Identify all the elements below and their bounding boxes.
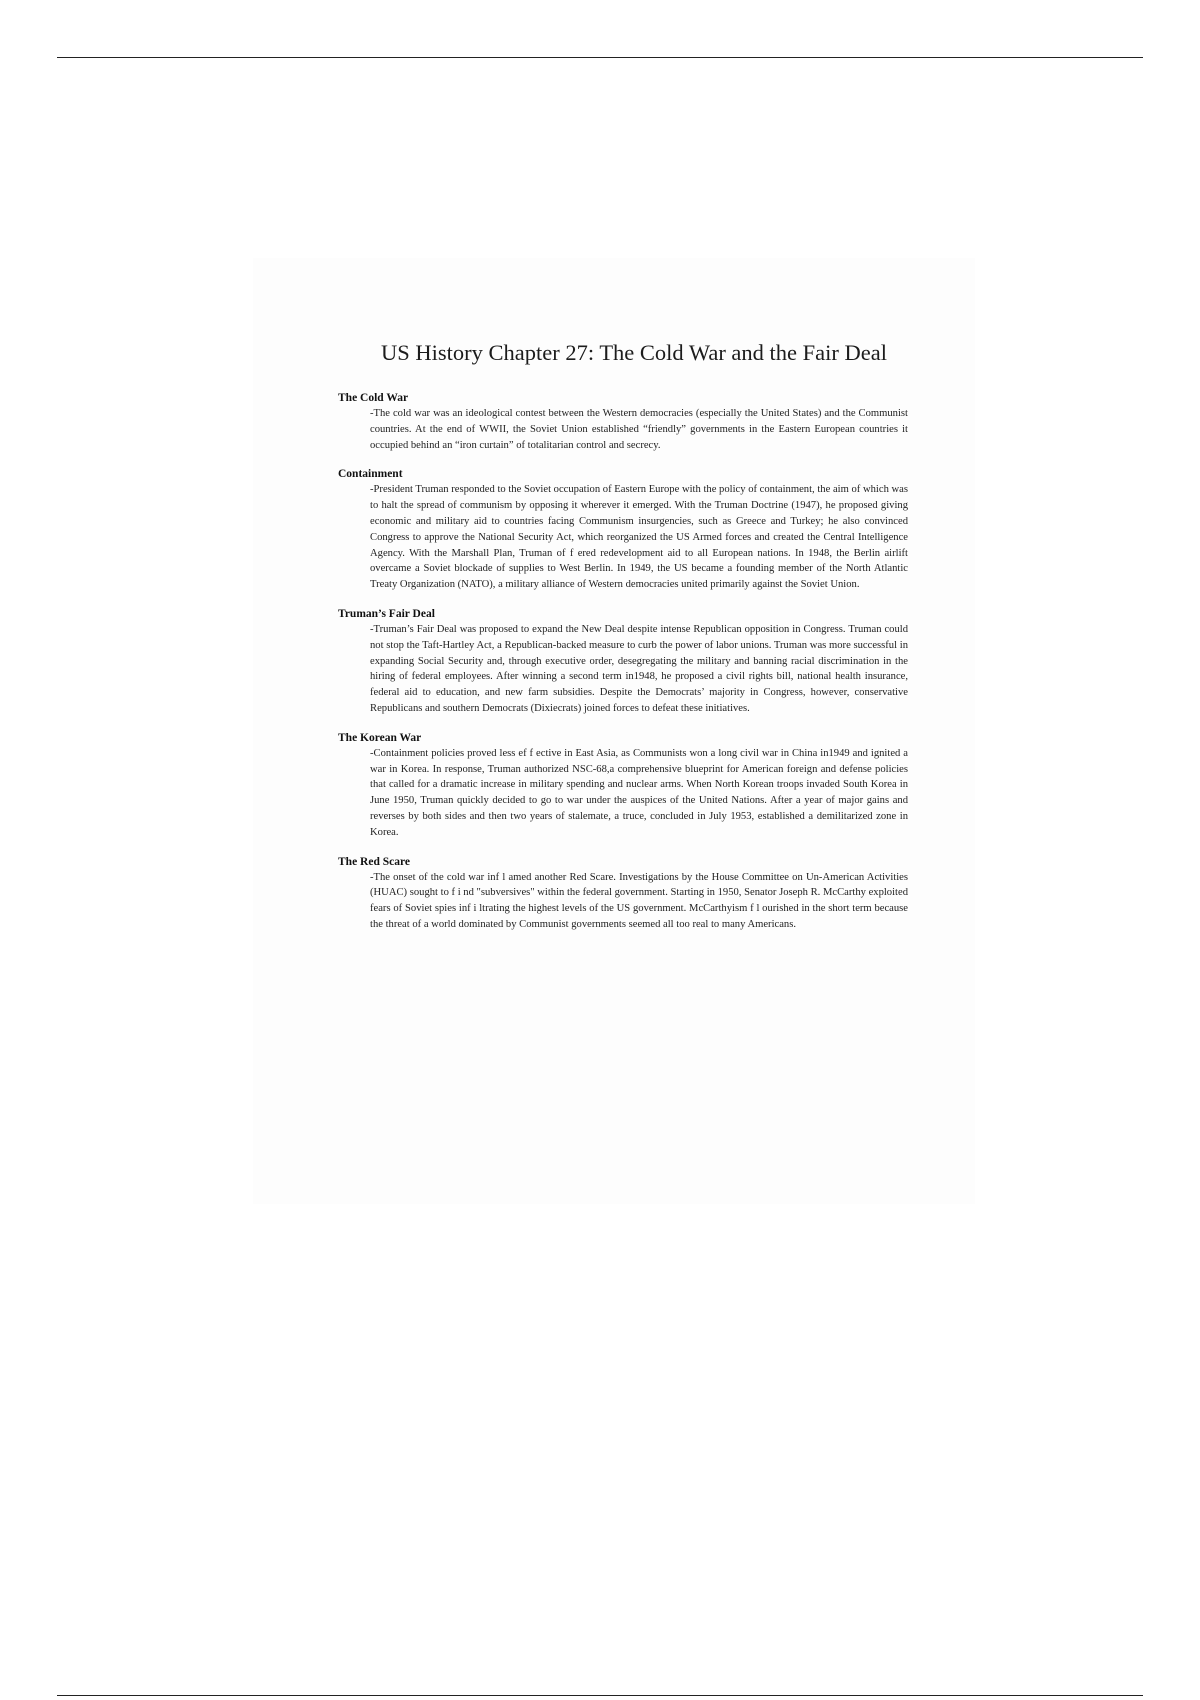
section-body: -President Truman responded to the Soviet occupation of Eastern Europe with the policy of containment, the aim of which was to halt the spread of communism by opposing it wherever it emerged. With the Truman Doctrine (1947), he proposed giving economic and military aid to countries facing Communism insurgencies, such as Greece and Turkey; he also convinced Congress to approve the National Security Act, which reorganized the US Armed forces and created the Central Intelligence Agency. With the Marshall Plan, Truman of f ered redevelopment aid to all European nations. In 1948, the Berlin airlift overcame a Soviet blockade of supplies to West Berlin. In 1949, the US became a founding member of the North Atlantic Treaty Organization (NATO), a military alliance of Western democracies united primarily against the Soviet Union. (370, 484, 908, 591)
section-cold-war (338, 391, 908, 453)
bottom-divider (57, 1695, 1143, 1696)
section-fair-deal (338, 607, 908, 717)
section-body: -The cold war was an ideological contest between the Western democracies (especially the United States) and the Communist countries. At the end of WWII, the Soviet Union established “friendly” governments in the Eastern European countries it occupied behind an “iron curtain” of totalitarian control and secrecy. (370, 408, 908, 451)
section-containment (338, 467, 908, 593)
document-title: US History Chapter 27: The Cold War and the Fair Deal (380, 340, 888, 365)
section-body: -Truman’s Fair Deal was proposed to expand the New Deal despite intense Republican opposition in Congress. Truman could not stop the Taft-Hartley Act, a Republican-backed measure to curb the power of labor unions. Truman was more successful in expanding Social Security and, through executive order, desegregating the military and banning racial discrimination in the hiring of federal employees. After winning a second term in1948, he proposed a civil rights bill, national health insurance, federal aid to education, and new farm subsidies. Despite the Democrats’ majority in Congress, however, conservative Republicans and southern Democrats (Dixiecrats) joined forces to defeat these initiatives. (370, 623, 908, 714)
section-heading: Truman’s Fair Deal (338, 607, 435, 620)
section-heading: The Korean War (338, 731, 422, 744)
section-body: -The onset of the cold war inf l amed another Red Scare. Investigations by the House Committee on Un-American Activities (HUAC) sought to f i nd "subversives" within the federal government. Starting in 1950, Senator Joseph R. McCarthy exploited fears of Soviet spies inf i ltrating the highest levels of the US government. McCarthyism f l ourished in the short term because the threat of a world dominated by Communist governments seemed all too real to many Americans. (370, 871, 908, 930)
document-content (338, 340, 908, 947)
top-divider (57, 57, 1143, 58)
section-korean-war (338, 731, 908, 841)
section-heading: Containment (338, 468, 403, 481)
section-heading: The Red Scare (338, 855, 410, 868)
section-red-scare (338, 855, 908, 933)
section-heading: The Cold War (338, 392, 409, 404)
section-body: -Containment policies proved less ef f ective in East Asia, as Communists won a long civil war in China in1949 and ignited a war in Korea. In response, Truman authorized NSC-68,a comprehensive blueprint for American foreign and defense policies that called for a dramatic increase in military spending and nuclear arms. When North Korean troops invaded South Korea in June 1950, Truman quickly decided to go to war under the auspices of the United Nations. After a year of major gains and reverses by both sides and then two years of stalemate, a truce, concluded in July 1953, established a demilitarized zone in Korea. (370, 747, 908, 838)
